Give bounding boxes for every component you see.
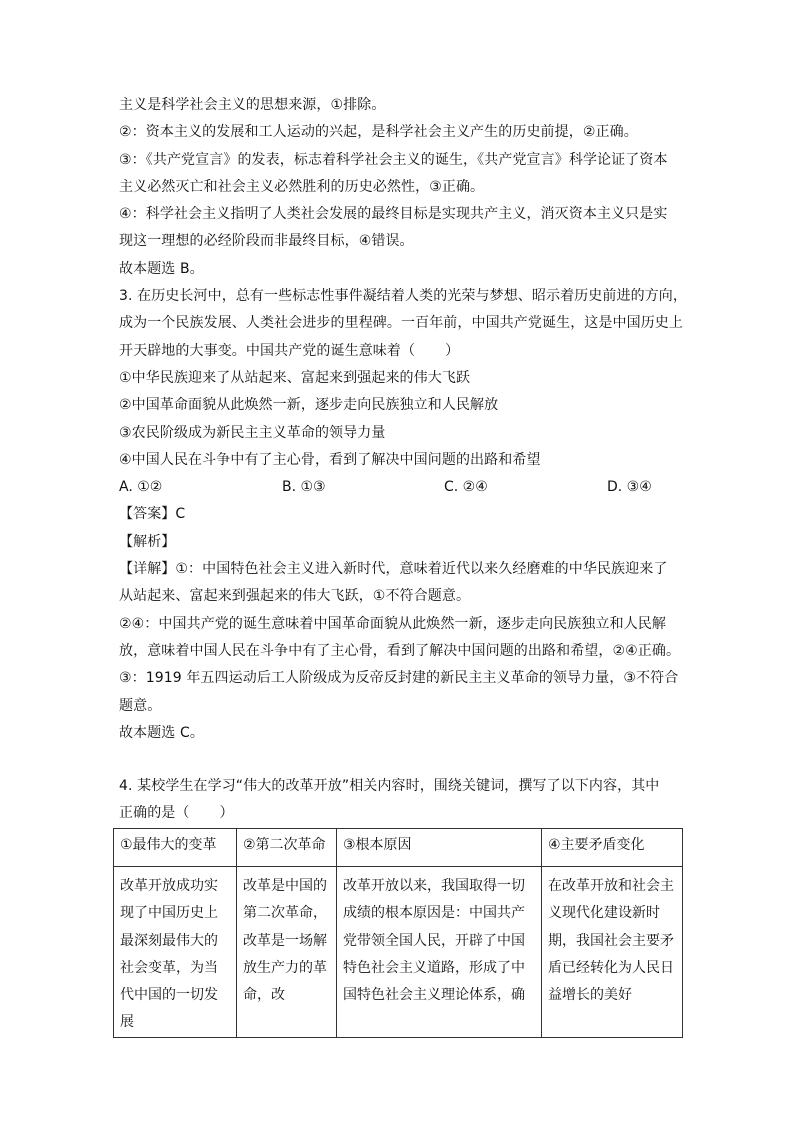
- close-paren: ）: [219, 805, 234, 822]
- detail-line: 【详解】①：中国特色社会主义进入新时代，意味着近代以来久经磨难的中华民族迎来了: [119, 561, 668, 578]
- text-line: ②：资本主义的发展和工人运动的兴起，是科学社会主义产生的历史前提，②正确。: [119, 124, 638, 141]
- options-row: [119, 474, 694, 501]
- text-line: ③：《共产党宣言》的发表，标志着科学社会主义的诞生，《共产党宣言》科学论证了资本: [119, 151, 668, 168]
- option-b: B. ①③: [282, 479, 326, 496]
- text-line: 成为一个民族发展、人类社会进步的里程碑。一百年前，中国共产党诞生，这是中国历史上: [119, 315, 683, 332]
- stem-text: 开天辟地的大事变。中国共产党的诞生意味着（: [119, 342, 416, 359]
- text-line: [119, 800, 694, 827]
- text-line: 现这一理想的必经阶段而非最终目标，④错误。: [119, 233, 414, 250]
- option-a: A. ①②: [119, 479, 163, 496]
- close-paren: ）: [445, 342, 460, 359]
- option-c: C. ②④: [444, 479, 488, 496]
- document-page: [119, 92, 694, 828]
- table-cell: 在改革开放和社会主义现代化建设新时期，我国社会主要矛盾已经转化为人民日益增长的美好: [542, 867, 683, 1038]
- choice-item: ①中华民族迎来了从站起来、富起来到强起来的伟大飞跃: [119, 369, 471, 386]
- text-line: 主义必然灭亡和社会主义必然胜利的历史必然性，③正确。: [119, 178, 485, 195]
- keyword-table: [113, 828, 683, 1038]
- table-header-cell: ④主要矛盾变化: [542, 829, 683, 867]
- choice-item: ④中国人民在斗争中有了主心骨，看到了解决中国问题的出路和希望: [119, 451, 541, 468]
- table-header-row: [114, 829, 683, 867]
- table-cell: 改革开放以来，我国取得一切成绩的根本原因是：中国共产党带领全国人民，开辟了中国特色社会主义道路，形成了中国特色社会主义理论体系，确: [337, 867, 542, 1038]
- question-4-stem: 4. 某校学生在学习“伟大的改革开放”相关内容时，围绕关键词，撰写了以下内容，其中: [119, 778, 660, 795]
- detail-line: 故本题选 C。: [119, 724, 204, 741]
- detail-line: ③：1919 年五四运动后工人阶级成为反帝反封建的新民主主义革命的领导力量，③不符合: [119, 670, 679, 687]
- text-line: 故本题选 B。: [119, 260, 204, 277]
- detail-line: 从站起来、富起来到强起来的伟大飞跃，①不符合题意。: [119, 588, 471, 605]
- text-line: 主义是科学社会主义的思想来源，①排除。: [119, 97, 386, 113]
- table-header-cell: ③根本原因: [337, 829, 542, 867]
- detail-line: 题意。: [119, 697, 162, 714]
- choice-item: ②中国革命面貌从此焕然一新，逐步走向民族独立和人民解放: [119, 397, 499, 414]
- detail-line: 放，意味着中国人民在斗争中有了主心骨，看到了解决中国问题的出路和希望，②④正确。: [119, 642, 681, 659]
- section-gap: [119, 747, 694, 773]
- text-line: [119, 338, 694, 365]
- answer-line: 【答案】C: [119, 506, 186, 523]
- detail-line: ②④：中国共产党的诞生意味着中国革命面貌从此焕然一新，逐步走向民族独立和人民解: [119, 615, 666, 632]
- table-header-cell: ①最伟大的变革: [114, 829, 237, 867]
- analysis-label: 【解析】: [119, 533, 176, 550]
- stem-text: 正确的是（: [119, 805, 190, 822]
- choice-item: ③农民阶级成为新民主主义革命的领导力量: [119, 424, 386, 441]
- text-line: ④：科学社会主义指明了人类社会发展的最终目标是实现共产主义，消灭资本主义只是实: [119, 206, 668, 223]
- table-cell: 改革开放成功实现了中国历史上最深刻最伟大的社会变革，为当代中国的一切发展: [114, 867, 237, 1038]
- question-3-stem: 3. 在历史长河中，总有一些标志性事件凝结着人类的光荣与梦想、昭示着历史前进的方向，: [119, 288, 688, 305]
- table-cell: 改革是中国的第二次革命，改革是一场解放生产力的革命，改: [237, 867, 337, 1038]
- table-header-cell: ②第二次革命: [237, 829, 337, 867]
- option-d: D. ③④: [607, 479, 652, 496]
- table-row: [114, 867, 683, 1038]
